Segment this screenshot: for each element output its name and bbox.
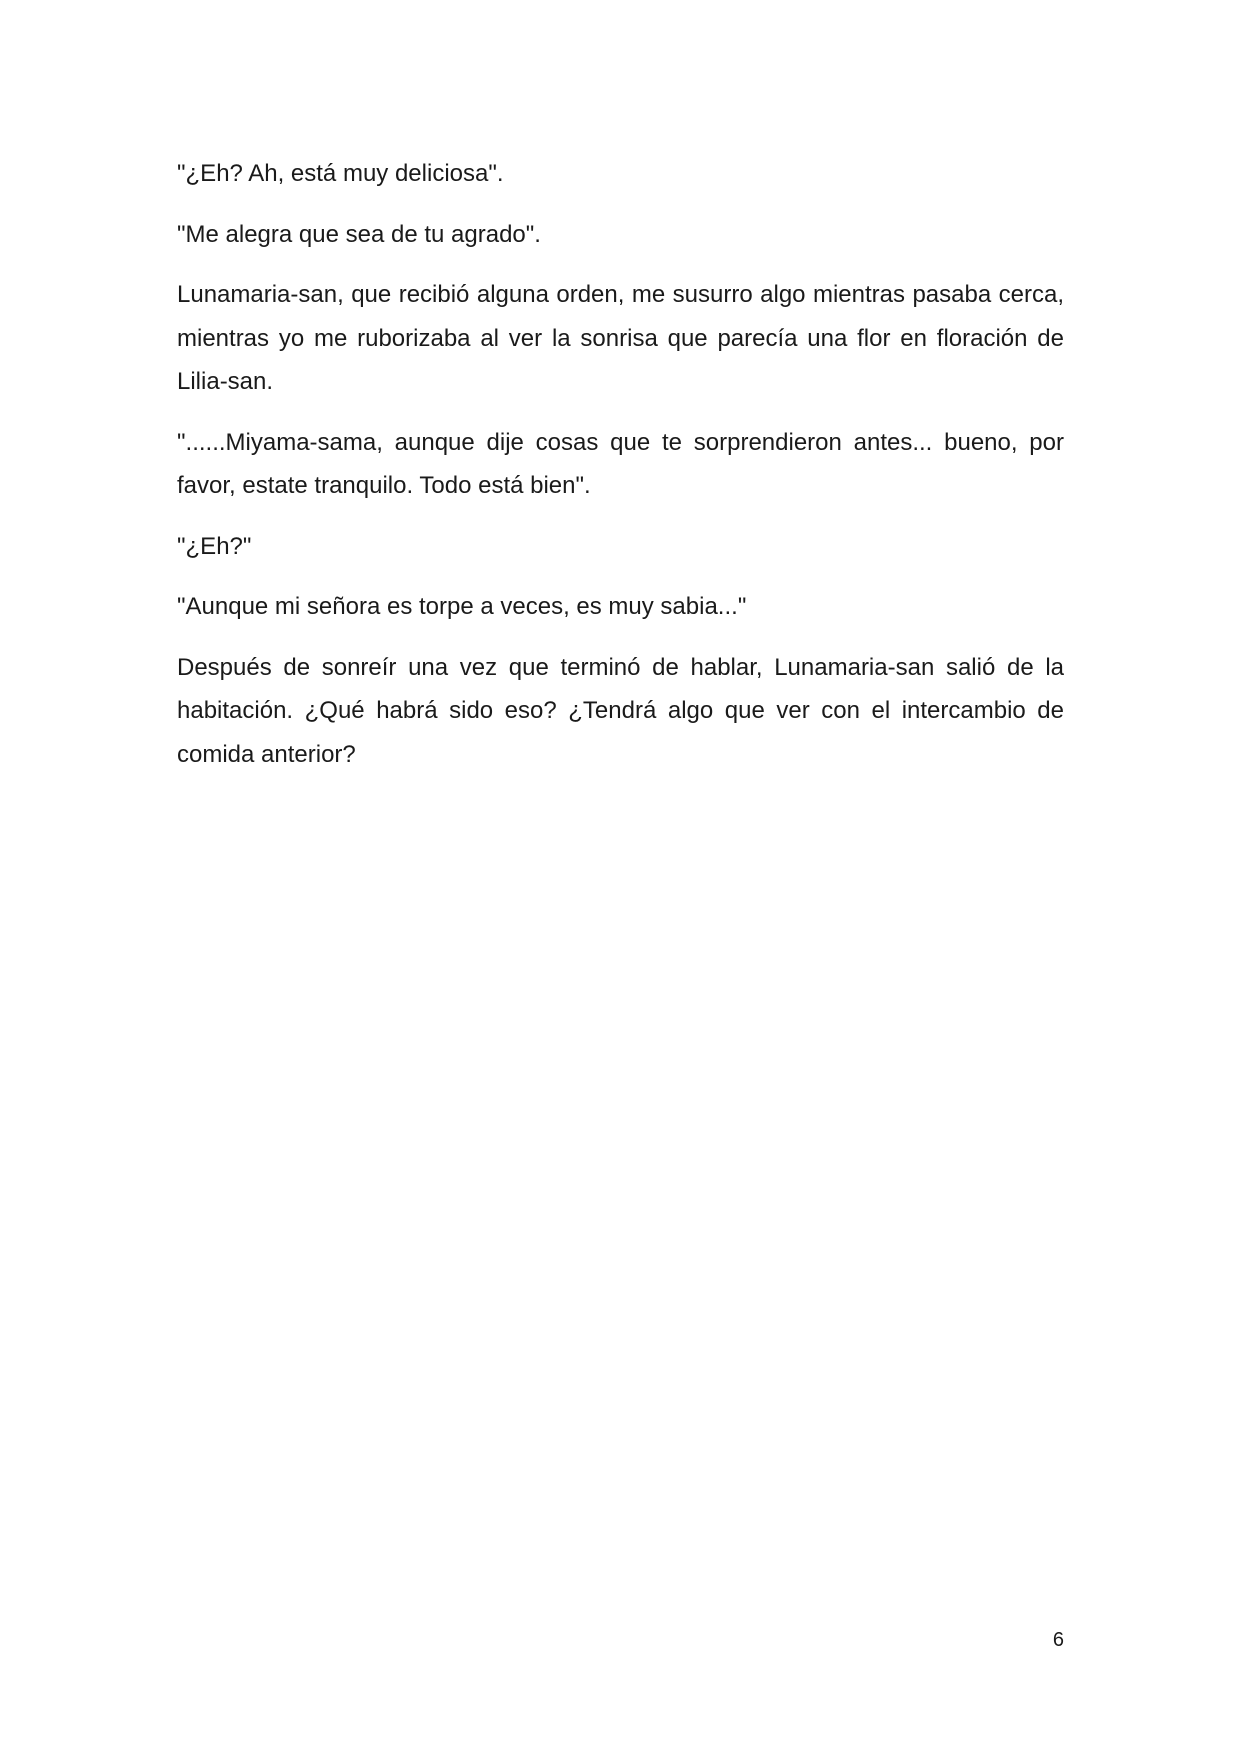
- paragraph-dialogue-3: "......Miyama-sama, aunque dije cosas que te sorprendieron antes... bueno, por favor, estate tranquilo. Todo está bien".: [177, 428, 1064, 499]
- paragraph-dialogue-4: "¿Eh?": [177, 532, 252, 560]
- paragraph-dialogue-5: "Aunque mi señora es torpe a veces, es muy sabia...": [177, 593, 747, 620]
- paragraph-narration-1: Lunamaria-san, que recibió alguna orden, me susurro algo mientras pasaba cerca, mientras yo me ruborizaba al ver la sonrisa que parecía una flor en floración de Lilia-san.: [177, 281, 1064, 395]
- paragraph-dialogue-1: "¿Eh? Ah, está muy deliciosa".: [177, 160, 504, 187]
- paragraph-dialogue-2: "Me alegra que sea de tu agrado".: [177, 220, 541, 248]
- page-body: [177, 152, 1064, 793]
- page-number: 6: [1052, 1629, 1064, 1651]
- paragraph-narration-2: Después de sonreír una vez que terminó de hablar, Lunamaria-san salió de la habitación. ¿Qué habrá sido eso? ¿Tendrá algo que ver con el intercambio de comida anterior?: [177, 653, 1064, 768]
